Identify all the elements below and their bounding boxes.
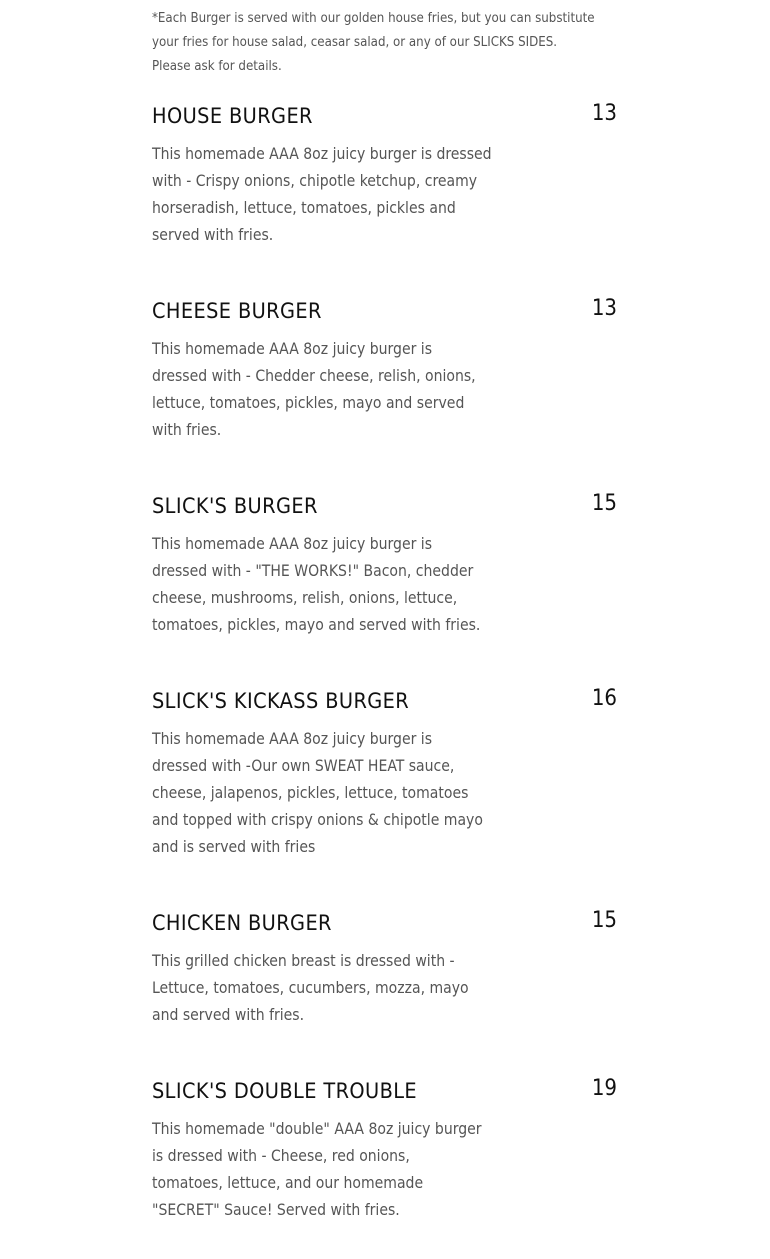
item-price: 19 bbox=[591, 1076, 617, 1101]
item-description: This grilled chicken breast is dressed with - Lettuce, tomatoes, cucumbers, mozza, mayo and served with fries. bbox=[152, 952, 469, 1024]
item-price: 16 bbox=[591, 686, 617, 711]
item-name: CHEESE BURGER bbox=[152, 299, 322, 324]
item-price: 13 bbox=[591, 296, 617, 321]
item-price: 15 bbox=[591, 908, 617, 933]
item-price: 15 bbox=[591, 491, 617, 516]
item-price: 13 bbox=[591, 101, 617, 126]
item-name: SLICK'S KICKASS BURGER bbox=[152, 689, 410, 714]
item-name: SLICK'S DOUBLE TROUBLE bbox=[152, 1079, 418, 1104]
item-name: CHICKEN BURGER bbox=[152, 911, 332, 936]
item-name: HOUSE BURGER bbox=[152, 104, 313, 129]
item-description: This homemade AAA 8oz juicy burger is dressed with -Our own SWEAT HEAT sauce, cheese, jalapenos, pickles, lettuce, tomatoes and topped with crispy onions & chipotle mayo and is served with fries bbox=[152, 730, 483, 856]
menu-note: *Each Burger is served with our golden house fries, but you can substitute your fries for house salad, ceasar salad, or any of our SLICKS SIDES. Please ask for details. bbox=[152, 11, 595, 74]
item-description: This homemade AAA 8oz juicy burger is dressed with - "THE WORKS!" Bacon, chedder cheese, mushrooms, relish, onions, lettuce, tomatoes, pickles, mayo and served with fries. bbox=[152, 535, 481, 634]
item-description: This homemade AAA 8oz juicy burger is dressed with - Chedder cheese, relish, onions, lettuce, tomatoes, pickles, mayo and served with fries. bbox=[152, 340, 476, 439]
item-name: SLICK'S BURGER bbox=[152, 494, 318, 519]
item-description: This homemade AAA 8oz juicy burger is dressed with - Crispy onions, chipotle ketchup, creamy horseradish, lettuce, tomatoes, pickles and served with fries. bbox=[152, 145, 492, 244]
item-description: This homemade "double" AAA 8oz juicy burger is dressed with - Cheese, red onions, tomatoes, lettuce, and our homemade "SECRET" Sauce! Served with fries. bbox=[152, 1120, 482, 1219]
